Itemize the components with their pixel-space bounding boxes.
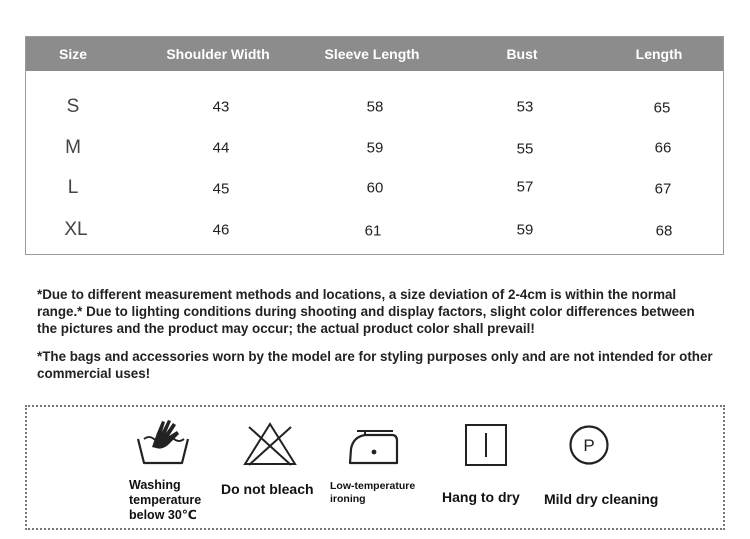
- size-value: XL: [64, 219, 88, 240]
- sleeve-length-value: 58: [366, 98, 384, 116]
- sleeve-length-value: 59: [366, 139, 384, 157]
- length-value: 65: [653, 99, 671, 117]
- hang-dry-label: Hang to dry: [442, 489, 520, 505]
- ironing-label: Low-temperature ironing: [330, 480, 416, 505]
- header-shoulder-width: Shoulder Width: [166, 46, 270, 62]
- bust-value: 53: [516, 98, 534, 116]
- dry-clean-p-icon: [567, 423, 611, 467]
- size-value: M: [65, 137, 81, 158]
- low-temp-iron-icon: [347, 427, 401, 467]
- size-value: L: [67, 177, 79, 198]
- header-bust: Bust: [506, 46, 538, 62]
- shoulder-width-value: 45: [212, 180, 230, 198]
- size-value: S: [66, 96, 80, 117]
- length-value: 67: [654, 180, 672, 198]
- bleach-label: Do not bleach: [221, 481, 314, 497]
- care-instructions-box: [25, 405, 725, 530]
- shoulder-width-value: 44: [212, 139, 230, 157]
- bust-value: 59: [516, 221, 534, 239]
- length-value: 68: [655, 222, 673, 240]
- size-chart-table: [25, 36, 724, 255]
- dry-clean-label: Mild dry cleaning: [544, 491, 659, 507]
- sleeve-length-value: 60: [366, 179, 384, 197]
- bust-value: 55: [516, 140, 534, 158]
- no-bleach-icon: [241, 421, 299, 467]
- length-value: 66: [654, 139, 672, 157]
- accessories-note: *The bags and accessories worn by the model are for styling purposes only and are not intended for other commercial uses!: [37, 349, 713, 381]
- hand-wash-icon: [135, 417, 191, 469]
- svg-text:P: P: [583, 436, 595, 455]
- table-header: [26, 37, 723, 71]
- header-size: Size: [58, 46, 88, 62]
- size-deviation-note: *Due to different measurement methods and locations, a size deviation of 2-4cm is within the normal range.* Due to lighting conditions during shooting and display factors, slight color differences between the pictures and the product may occur; the actual product color shall prevail!: [37, 287, 695, 336]
- hang-dry-icon: [464, 423, 510, 469]
- shoulder-width-value: 43: [212, 98, 230, 116]
- header-sleeve-length: Sleeve Length: [324, 46, 420, 62]
- header-length: Length: [635, 46, 683, 62]
- washing-label: Washing temperature below 30℃: [129, 478, 202, 522]
- shoulder-width-value: 46: [212, 221, 230, 239]
- bust-value: 57: [516, 178, 534, 196]
- sleeve-length-value: 61: [364, 222, 382, 240]
